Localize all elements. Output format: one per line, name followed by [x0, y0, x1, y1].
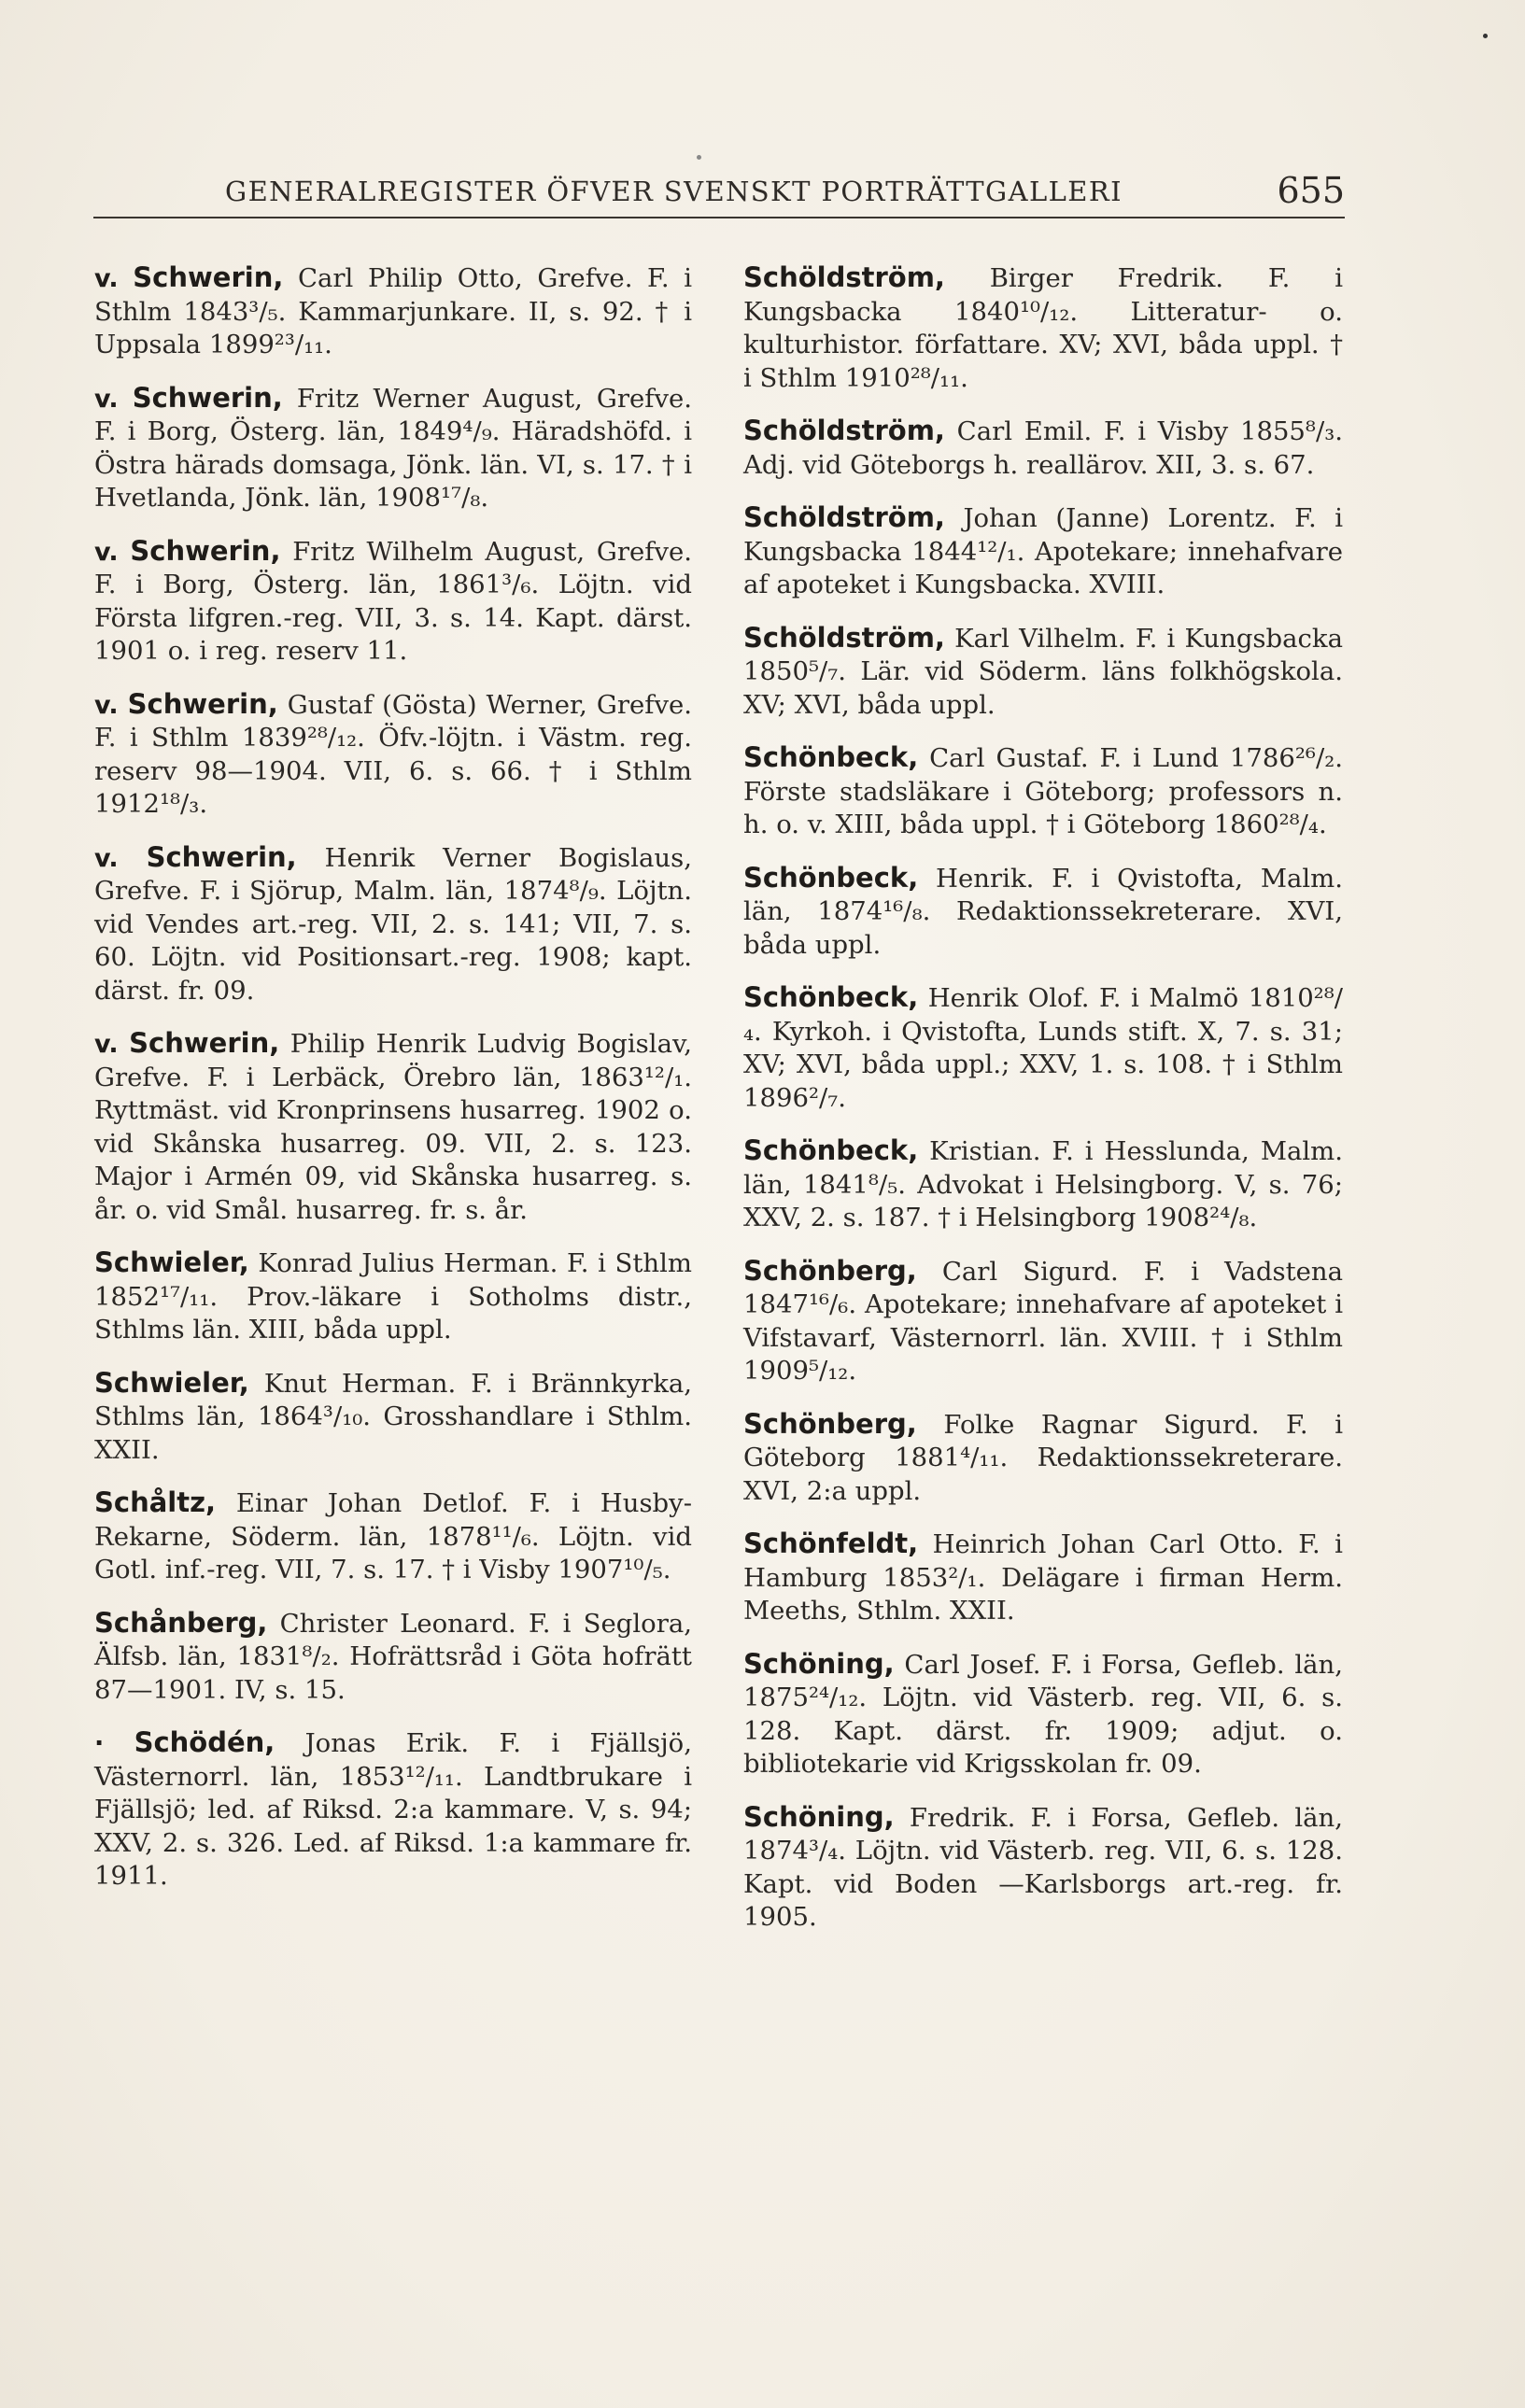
register-entry [743, 501, 1343, 602]
register-entry [743, 1408, 1343, 1509]
entry-surname: Schöldström, [743, 501, 945, 533]
register-entry [94, 1027, 692, 1227]
entry-surname: Schöldström, [743, 621, 945, 654]
entry-text: Carl Philip Otto, Grefve. F. i Sthlm 1843³/₅. Kammarjunkare. II, s. 92. † i Uppsala 1899²³/₁₁. [94, 263, 692, 359]
entry-text: Jonas Erik. F. i Fjällsjö, Västernorrl. län, 1853¹²/₁₁. Landtbrukare i Fjällsjö; led. af Riksd. 2:a kammare. V, s. 94; XXV, 2. s. 326. Led. af Riksd. 1:a kammare fr. 1911. [94, 1728, 692, 1891]
entry-surname: Schöldström, [743, 415, 945, 446]
register-entry [743, 415, 1343, 482]
entry-text: Gustaf (Gösta) Werner, Grefve. F. i Sthlm 1839²⁸/₁₂. Öfv.-löjtn. i Västm. reg. reserv 98—1904. VII, 6. s. 66. † i Sthlm 1912¹⁸/₃. [94, 689, 693, 819]
entry-text: Fritz Werner August, Grefve. F. i Borg, Österg. län, 1849⁴/₉. Häradshöfd. i Östra härads domsaga, Jönk. län. VI, s. 17. † i Hvetlanda, Jönk. län, 1908¹⁷/₈. [94, 383, 692, 513]
entry-text: Henrik. F. i Qvistofta, Malm. län, 1874¹⁶/₈. Redaktionssekreterare. XVI, båda uppl. [743, 863, 1343, 960]
right-column [743, 261, 1343, 1954]
entry-text: Heinrich Johan Carl Otto. F. i Hamburg 1853²/₁. Delägare i firman Herm. Meeths, Sthlm. XXII. [743, 1529, 1343, 1626]
entry-prefix: v. [94, 537, 119, 567]
register-entry [743, 981, 1343, 1115]
entry-text: Birger Fredrik. F. i Kungsbacka 1840¹⁰/₁₂. Litteratur- o. kulturhistor. författare. XV; XVI, båda uppl. † i Sthlm 1910²⁸/₁₁. [743, 263, 1343, 393]
entry-prefix: v. [94, 1030, 119, 1059]
entry-prefix: · [94, 1729, 105, 1758]
register-entry [743, 622, 1343, 723]
corner-mark [1483, 34, 1488, 38]
entry-surname: Schwerin, [133, 261, 284, 293]
entry-surname: Schöning, [743, 1800, 895, 1833]
entry-surname: Schånberg, [94, 1606, 268, 1639]
entry-text: Henrik Verner Bogislaus, Grefve. F. i Sjörup, Malm. län, 1874⁸/₉. Löjtn. vid Vendes art.-reg. VII, 2. s. 141; VII, 7. s. 60. Löjtn. vid Positionsart.-reg. 1908; kapt. därst. fr. 09. [94, 842, 692, 1006]
entry-surname: Schönbeck, [743, 741, 919, 773]
register-entry [94, 1726, 692, 1894]
entry-surname: Schwerin, [146, 840, 297, 873]
register-entry [743, 1648, 1343, 1781]
register-entry [94, 1246, 692, 1347]
entry-text: Fredrik. F. i Forsa, Gefleb. län, 1874³/₄. Löjtn. vid Västerb. reg. VII, 6. s. 128. Kapt. vid Boden —Karlsborgs art.-reg. fr. 1905. [743, 1802, 1343, 1932]
register-entry [743, 1255, 1343, 1388]
page-header [93, 170, 1345, 218]
entry-surname: Schönbeck, [743, 981, 919, 1013]
entry-text: Karl Vilhelm. F. i Kungsbacka 1850⁵/₇. Lär. vid Söderm. läns folkhögskola. XV; XVI, båda uppl. [743, 623, 1343, 720]
entry-prefix: v. [94, 384, 119, 414]
entry-surname: Schönfeldt, [743, 1528, 919, 1559]
entry-text: Kristian. F. i Hesslunda, Malm. län, 1841⁸/₅. Advokat i Helsingborg. V, s. 76; XXV, 2. s. 187. † i Helsingborg 1908²⁴/₈. [743, 1136, 1344, 1232]
entry-surname: Schwerin, [129, 1027, 280, 1059]
entry-prefix: v. [94, 264, 119, 293]
entry-text: Konrad Julius Herman. F. i Sthlm 1852¹⁷/₁₁. Prov.-läkare i Sotholms distr., Sthlms län. XIII, båda uppl. [94, 1248, 692, 1345]
entry-surname: Schwieler, [94, 1246, 249, 1278]
page-number: 655 [1277, 170, 1345, 211]
register-entry [743, 862, 1343, 963]
register-entry [94, 1607, 692, 1708]
entry-text: Carl Emil. F. i Visby 1855⁸/₃. Adj. vid Göteborgs h. reallärov. XII, 3. s. 67. [743, 416, 1343, 480]
entry-surname: Schwerin, [130, 534, 281, 567]
header-title: GENERALREGISTER ÖFVER SVENSKT PORTRÄTTGALLERI [225, 176, 1123, 207]
entry-surname: Schöning, [743, 1647, 895, 1680]
entry-text: Johan (Janne) Lorentz. F. i Kungsbacka 1844¹²/₁. Apotekare; innehafvare af apoteket i Kungsbacka. XVIII. [743, 503, 1343, 599]
entry-surname: Schönbeck, [743, 861, 919, 894]
left-column [94, 261, 692, 1913]
entry-text: Folke Ragnar Sigurd. F. i Göteborg 1881⁴/₁₁. Redaktionssekreterare. XVI, 2:a uppl. [743, 1409, 1343, 1506]
entry-text: Carl Gustaf. F. i Lund 1786²⁶/₂. Förste stadsläkare i Göteborg; professors n. h. o. v. XIII, båda uppl. † i Göteborg 1860²⁸/₄. [743, 743, 1343, 839]
entry-surname: Schwerin, [127, 687, 278, 720]
entry-surname: Schöldström, [743, 261, 945, 293]
register-entry [743, 1134, 1343, 1235]
register-entry [94, 688, 692, 822]
entry-surname: Schönberg, [743, 1254, 917, 1287]
entry-surname: Schönberg, [743, 1407, 917, 1440]
entry-text: Einar Johan Detlof. F. i Husby-Rekarne, Söderm. län, 1878¹¹/₆. Löjtn. vid Gotl. inf.-reg. VII, 7. s. 17. † i Visby 1907¹⁰/₅. [94, 1488, 692, 1584]
register-entry [743, 741, 1343, 842]
entry-surname: Schwerin, [132, 381, 283, 414]
entry-text: Fritz Wilhelm August, Grefve. F. i Borg, Österg. län, 1861³/₆. Löjtn. vid Första lifgren.-reg. VII, 3. s. 14. Kapt. därst. 1901 o. i reg. reserv 11. [94, 536, 692, 666]
register-entry [94, 382, 692, 515]
entry-surname: Schödén, [134, 1726, 275, 1758]
entry-text: Knut Herman. F. i Brännkyrka, Sthlms län, 1864³/₁₀. Grosshandlare i Sthlm. XXII. [94, 1368, 692, 1465]
register-entry [94, 261, 692, 362]
entry-text: Carl Josef. F. i Forsa, Gefleb. län, 1875²⁴/₁₂. Löjtn. vid Västerb. reg. VII, 6. s. 128. Kapt. därst. fr. 1909; adjut. o. bibliotekarie vid Krigsskolan fr. 09. [743, 1649, 1343, 1779]
top-speck [697, 155, 701, 160]
entry-surname: Schwieler, [94, 1366, 249, 1399]
register-entry [94, 1486, 692, 1587]
register-entry [743, 1801, 1343, 1935]
entry-prefix: v. [94, 690, 119, 720]
entry-surname: Schåltz, [94, 1486, 216, 1518]
register-entry [94, 535, 692, 669]
register-entry [743, 1528, 1343, 1628]
entry-text: Christer Leonard. F. i Seglora, Älfsb. län, 1831⁸/₂. Hofrättsråd i Göta hofrätt 87—1901. IV, s. 15. [94, 1608, 692, 1705]
register-entry [94, 1367, 692, 1468]
entry-text: Henrik Olof. F. i Malmö 1810²⁸/₄. Kyrkoh. i Qvistofta, Lunds stift. X, 7. s. 31; XV; XVI, båda uppl.; XXV, 1. s. 108. † i Sthlm 1896²/₇. [743, 983, 1343, 1113]
entry-surname: Schönbeck, [743, 1134, 919, 1166]
entry-text: Philip Henrik Ludvig Bogislav, Grefve. F. i Lerbäck, Örebro län, 1863¹²/₁. Ryttmäst. vid Kronprinsens husarreg. 1902 o. vid Skånska husarreg. 09. VII, 2. s. 123. Major i Armén 09, vid Skånska husarreg. s. år. o. vid Smål. husarreg. fr. s. år. [94, 1029, 692, 1225]
register-entry [743, 261, 1343, 395]
entry-text: Carl Sigurd. F. i Vadstena 1847¹⁶/₆. Apotekare; innehafvare af apoteket i Vifstavarf, Västernorrl. län. XVIII. † i Sthlm 1909⁵/₁₂. [743, 1256, 1344, 1386]
register-entry [94, 841, 692, 1008]
entry-prefix: v. [94, 843, 119, 873]
